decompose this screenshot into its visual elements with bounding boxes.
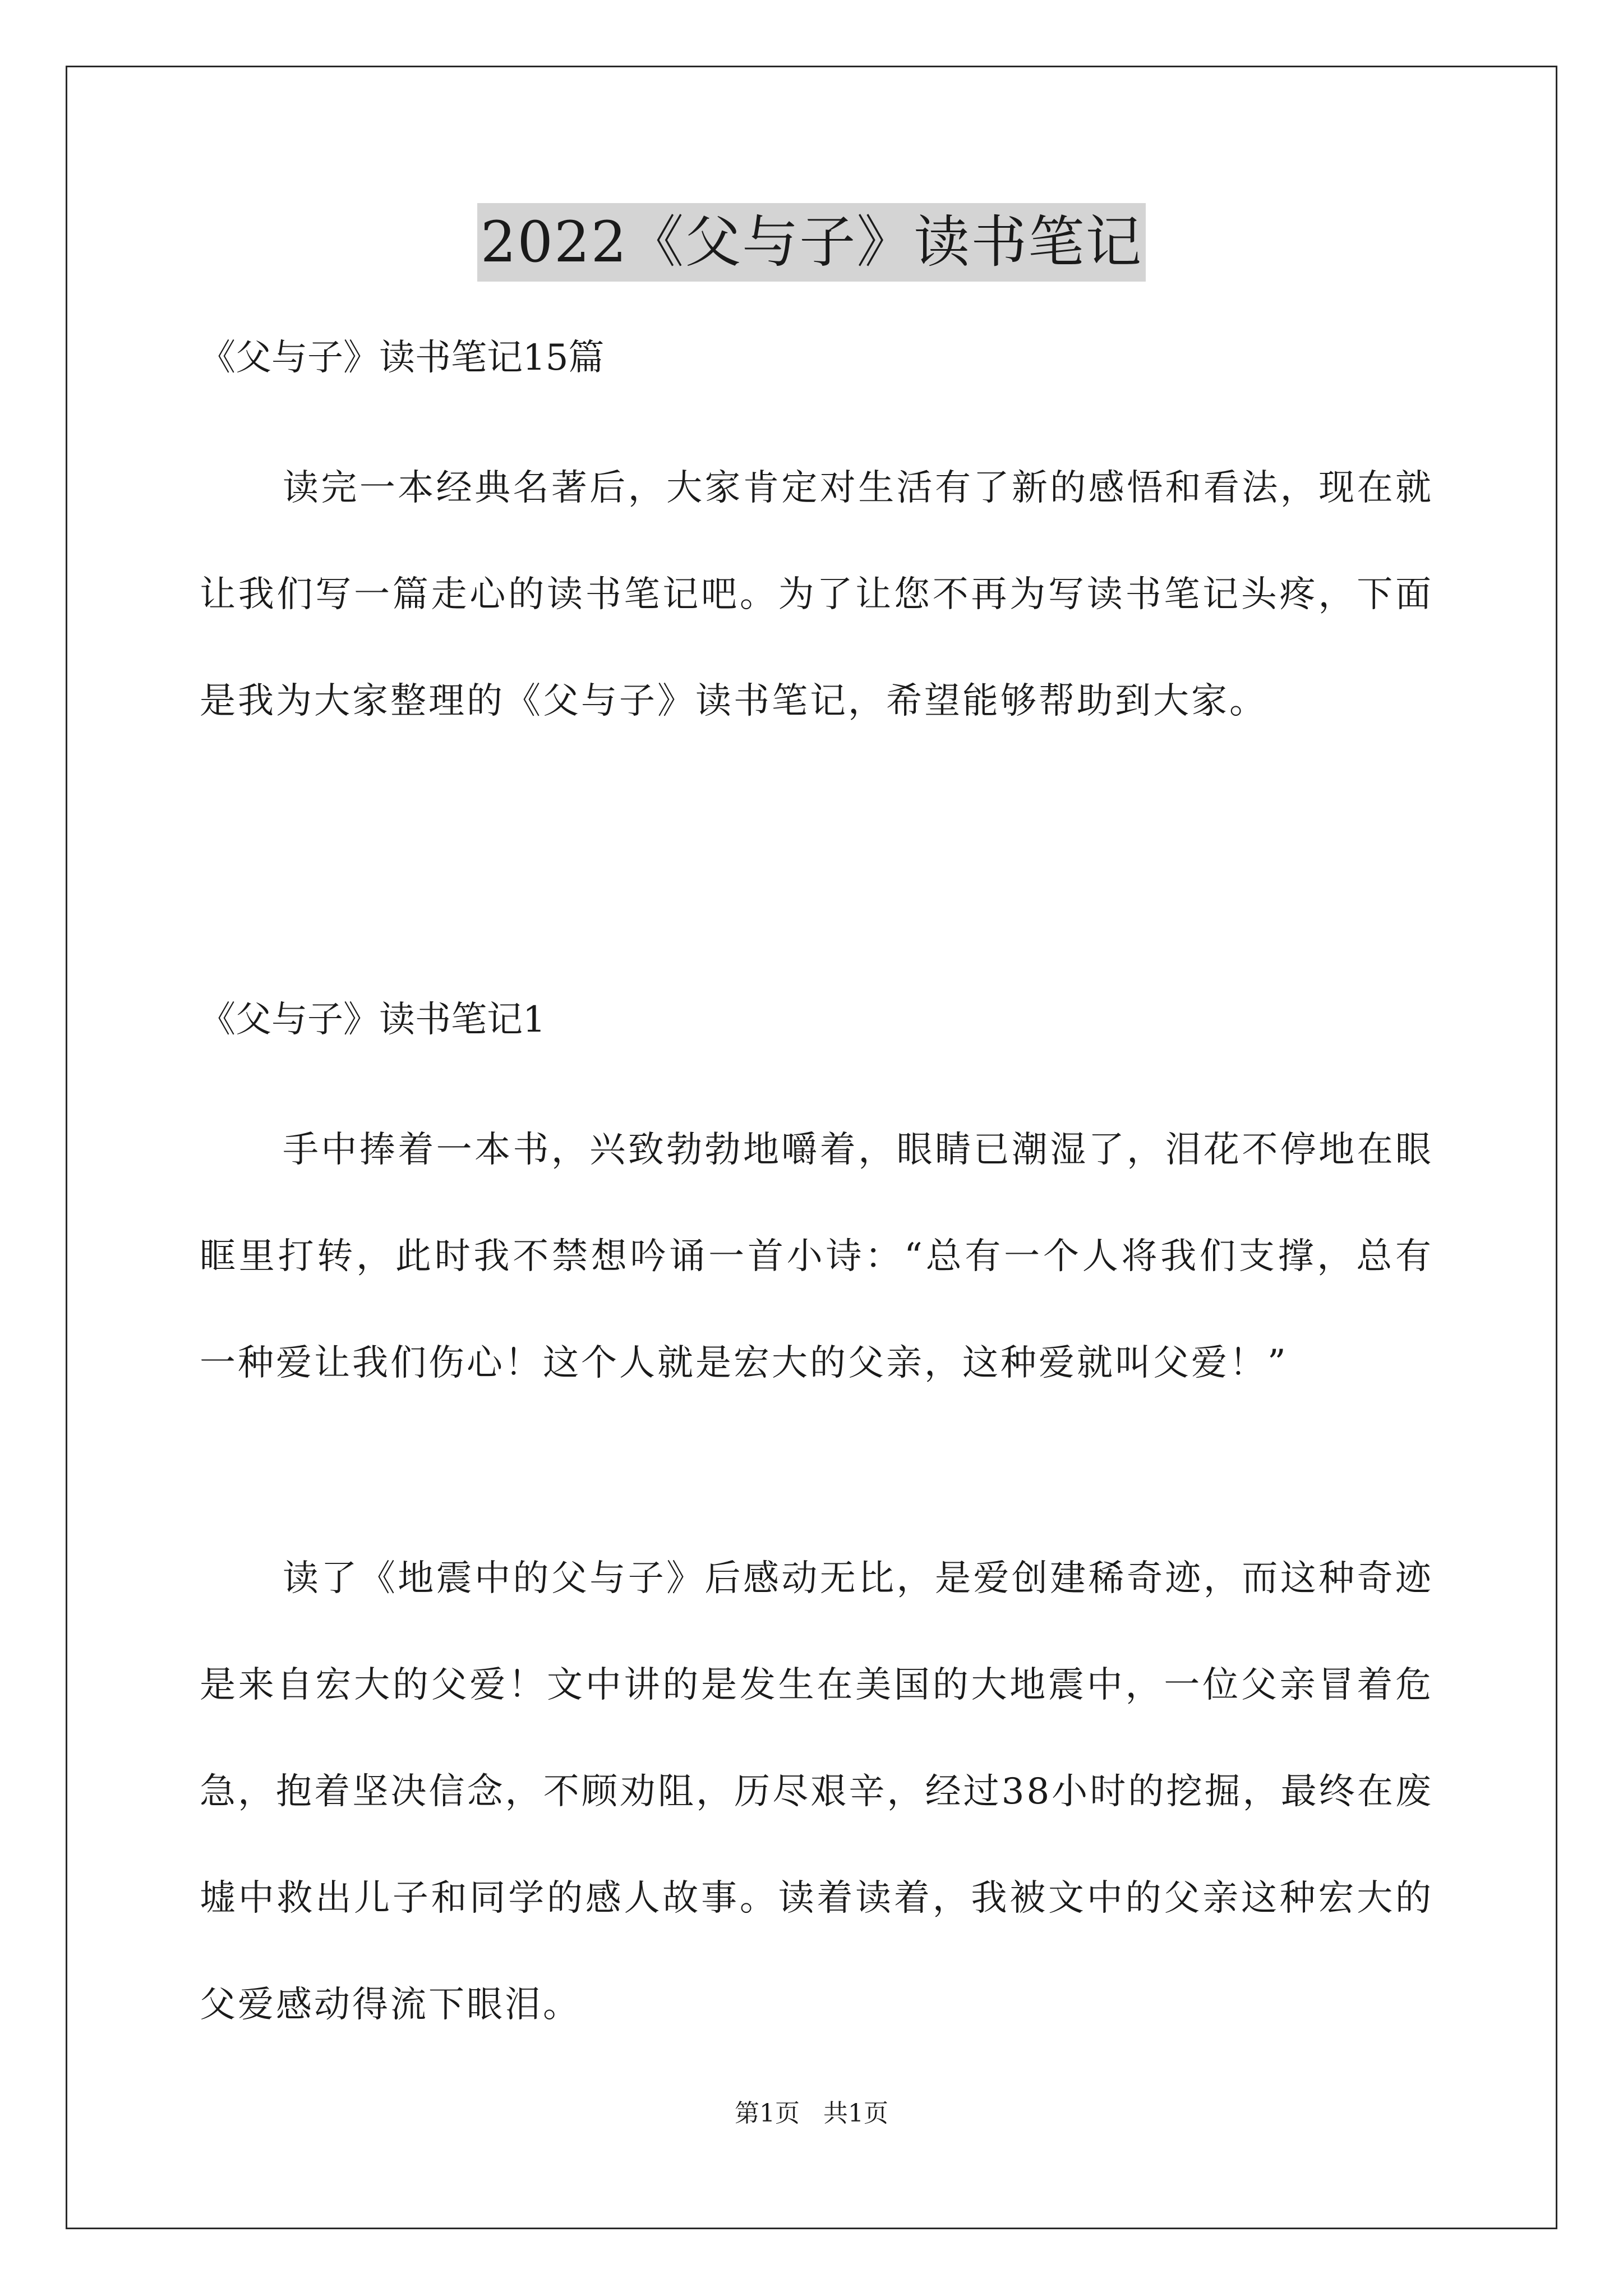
intro-paragraph: 读完一本经典名著后，大家肯定对生活有了新的感悟和看法，现在就让我们写一篇走心的读书笔记吧。为了让您不再为写读书笔记头疼，下面是我为大家整理的《父与子》读书笔记，希望能够帮助到大家。 — [200, 467, 1433, 722]
title-container — [0, 203, 1623, 282]
section-heading: 《父与子》读书笔记1 — [200, 999, 546, 1041]
collection-subtitle: 《父与子》读书笔记15篇 — [200, 337, 605, 379]
body-paragraph: 读了《地震中的父与子》后感动无比，是爱创建稀奇迹，而这种奇迹是来自宏大的父爱！文中讲的是发生在美国的大地震中，一位父亲冒着危急，抱着坚决信念，不顾劝阻，历尽艰辛，经过38小时的挖掘，最终在废墟中救出儿子和同学的感人故事。读着读着，我被文中的父亲这种宏大的父爱感动得流下眼泪。 — [200, 1558, 1433, 2026]
body-paragraph: 手中捧着一本书，兴致勃勃地嚼着，眼睛已潮湿了，泪花不停地在眼眶里打转，此时我不禁想吟诵一首小诗：“总有一个人将我们支撑，总有一种爱让我们伤心！这个人就是宏大的父亲，这种爱就叫父爱！” — [200, 1129, 1433, 1384]
document-title: 2022《父与子》读书笔记 — [477, 203, 1146, 282]
page-footer: 第1页 共1页 — [735, 2099, 888, 2128]
